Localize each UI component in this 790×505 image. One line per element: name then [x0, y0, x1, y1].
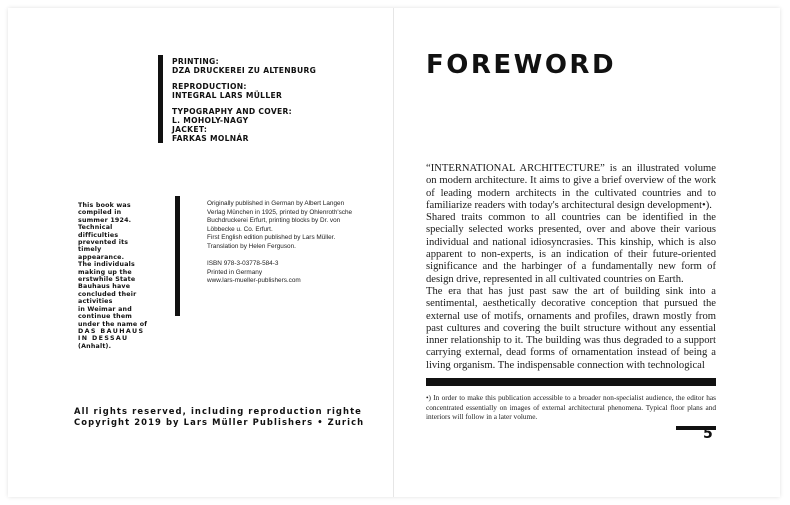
credit-jacket [172, 125, 392, 143]
body-paragraph: The era that has just past saw the art of building sink into a sentimental, aesthetically decorative conception that pursued the external use of motifs, ornaments and profiles, drawn mostly from past cultures and covering the built structure without any essential inner relationship to it. The building was thus degraded to a support carrying external, dead forms of ornamentation instead of being a living organism. The indispensable connection with technological [426, 285, 716, 371]
pubinfo-line: Buchdruckerei Erfurt, printing blocks by Dr. von [207, 217, 341, 224]
credit-heading: TYPOGRAPHY AND COVER: [172, 107, 292, 116]
footnote-divider-bar [426, 378, 716, 386]
credit-value: DZA DRUCKEREI ZU ALTENBURG [172, 66, 317, 75]
credit-typography [172, 107, 392, 125]
note-line: appearance. [78, 253, 125, 261]
credit-heading: REPRODUCTION: [172, 82, 247, 91]
rights-notice [74, 406, 384, 427]
note-line: Bauhaus have [78, 283, 131, 291]
compilation-note [78, 202, 170, 350]
credit-value: L. MOHOLY-NAGY [172, 116, 249, 125]
note-line: DAS BAUHAUS [78, 327, 145, 335]
book-gutter [393, 8, 394, 497]
credit-value: INTEGRAL LARS MÜLLER [172, 91, 283, 100]
note-line: Technical [78, 224, 113, 232]
credit-heading: JACKET: [172, 125, 208, 134]
note-line: This book was [78, 202, 131, 209]
credit-heading: PRINTING: [172, 57, 219, 66]
pubinfo-line: First English edition published by Lars Müller. [207, 234, 336, 241]
pubinfo-line: Originally published in German by Albert Langen [207, 200, 345, 207]
rights-line: All rights reserved, including reproduction righte [74, 406, 362, 416]
pubinfo-line: Verlag München in 1925, printed by Ohlenroth'sche [207, 208, 353, 216]
publisher-url: www.lars-mueller-publishers.com [207, 277, 301, 284]
note-line: under the name of [78, 320, 148, 328]
copyright-line: Copyright 2019 by Lars Müller Publishers • Zurich [74, 416, 365, 427]
note-line: in Weimar and [78, 305, 132, 313]
note-line: difficulties [78, 231, 119, 239]
credits-marker-bar [158, 55, 163, 143]
publication-info [207, 200, 387, 286]
note-line: making up the [78, 268, 132, 276]
pubinfo-line: Translation by Helen Ferguson. [207, 242, 296, 250]
note-line: (Anhalt). [78, 342, 112, 350]
foreword-body [426, 163, 716, 372]
note-line: IN DESSAU [78, 335, 129, 343]
note-line: compiled in [78, 209, 122, 217]
note-line: erstwhile State [78, 276, 136, 284]
isbn-line: ISBN 978-3-03778-584-3 [207, 260, 279, 267]
credit-printing [172, 57, 392, 75]
pubinfo-line: Löbbecke u. Co. Erfurt. [207, 225, 273, 233]
note-line: continue them [78, 313, 133, 321]
page-title: FOREWORD [426, 50, 617, 80]
credit-value: FARKAS MOLNÁR [172, 134, 249, 143]
note-line: timely [78, 246, 102, 254]
note-line: activities [78, 298, 113, 306]
pubinfo-spacer [207, 251, 387, 260]
credit-reproduction [172, 82, 392, 100]
credits-block [172, 57, 392, 150]
body-paragraph: “INTERNATIONAL ARCHITECTURE” is an illustrated volume on modern architecture. It aims to give a brief overview of the work of leading modern architects in the cultivated countries and to familiarize readers with today's architectural design development•). [426, 163, 716, 211]
note-line: concluded their [78, 290, 137, 298]
printed-in-line: Printed in Germany [207, 268, 263, 276]
note-line: The individuals [78, 261, 135, 269]
note-line: summer 1924. [78, 216, 132, 224]
note-line: prevented its [78, 239, 129, 247]
footnote: •) In order to make this publication accessible to a broader non-specialist audience, the editor has concentrated essentially on images of external architectural phenomena. Typical floor plans and interiors will follow in a later volume. [426, 393, 716, 422]
note-marker-bar [175, 196, 180, 316]
body-paragraph: Shared traits common to all countries can be identified in the specially selected works presented, over and above their various individual and national idiosyncrasies. This kinship, which is also apparent to non-experts, is an indication of their future-oriented significance and the harbinger of a fundamentally new form of design drive, represented in all cultivated countries on Earth. [426, 212, 716, 285]
page-number: 5 [703, 426, 713, 442]
